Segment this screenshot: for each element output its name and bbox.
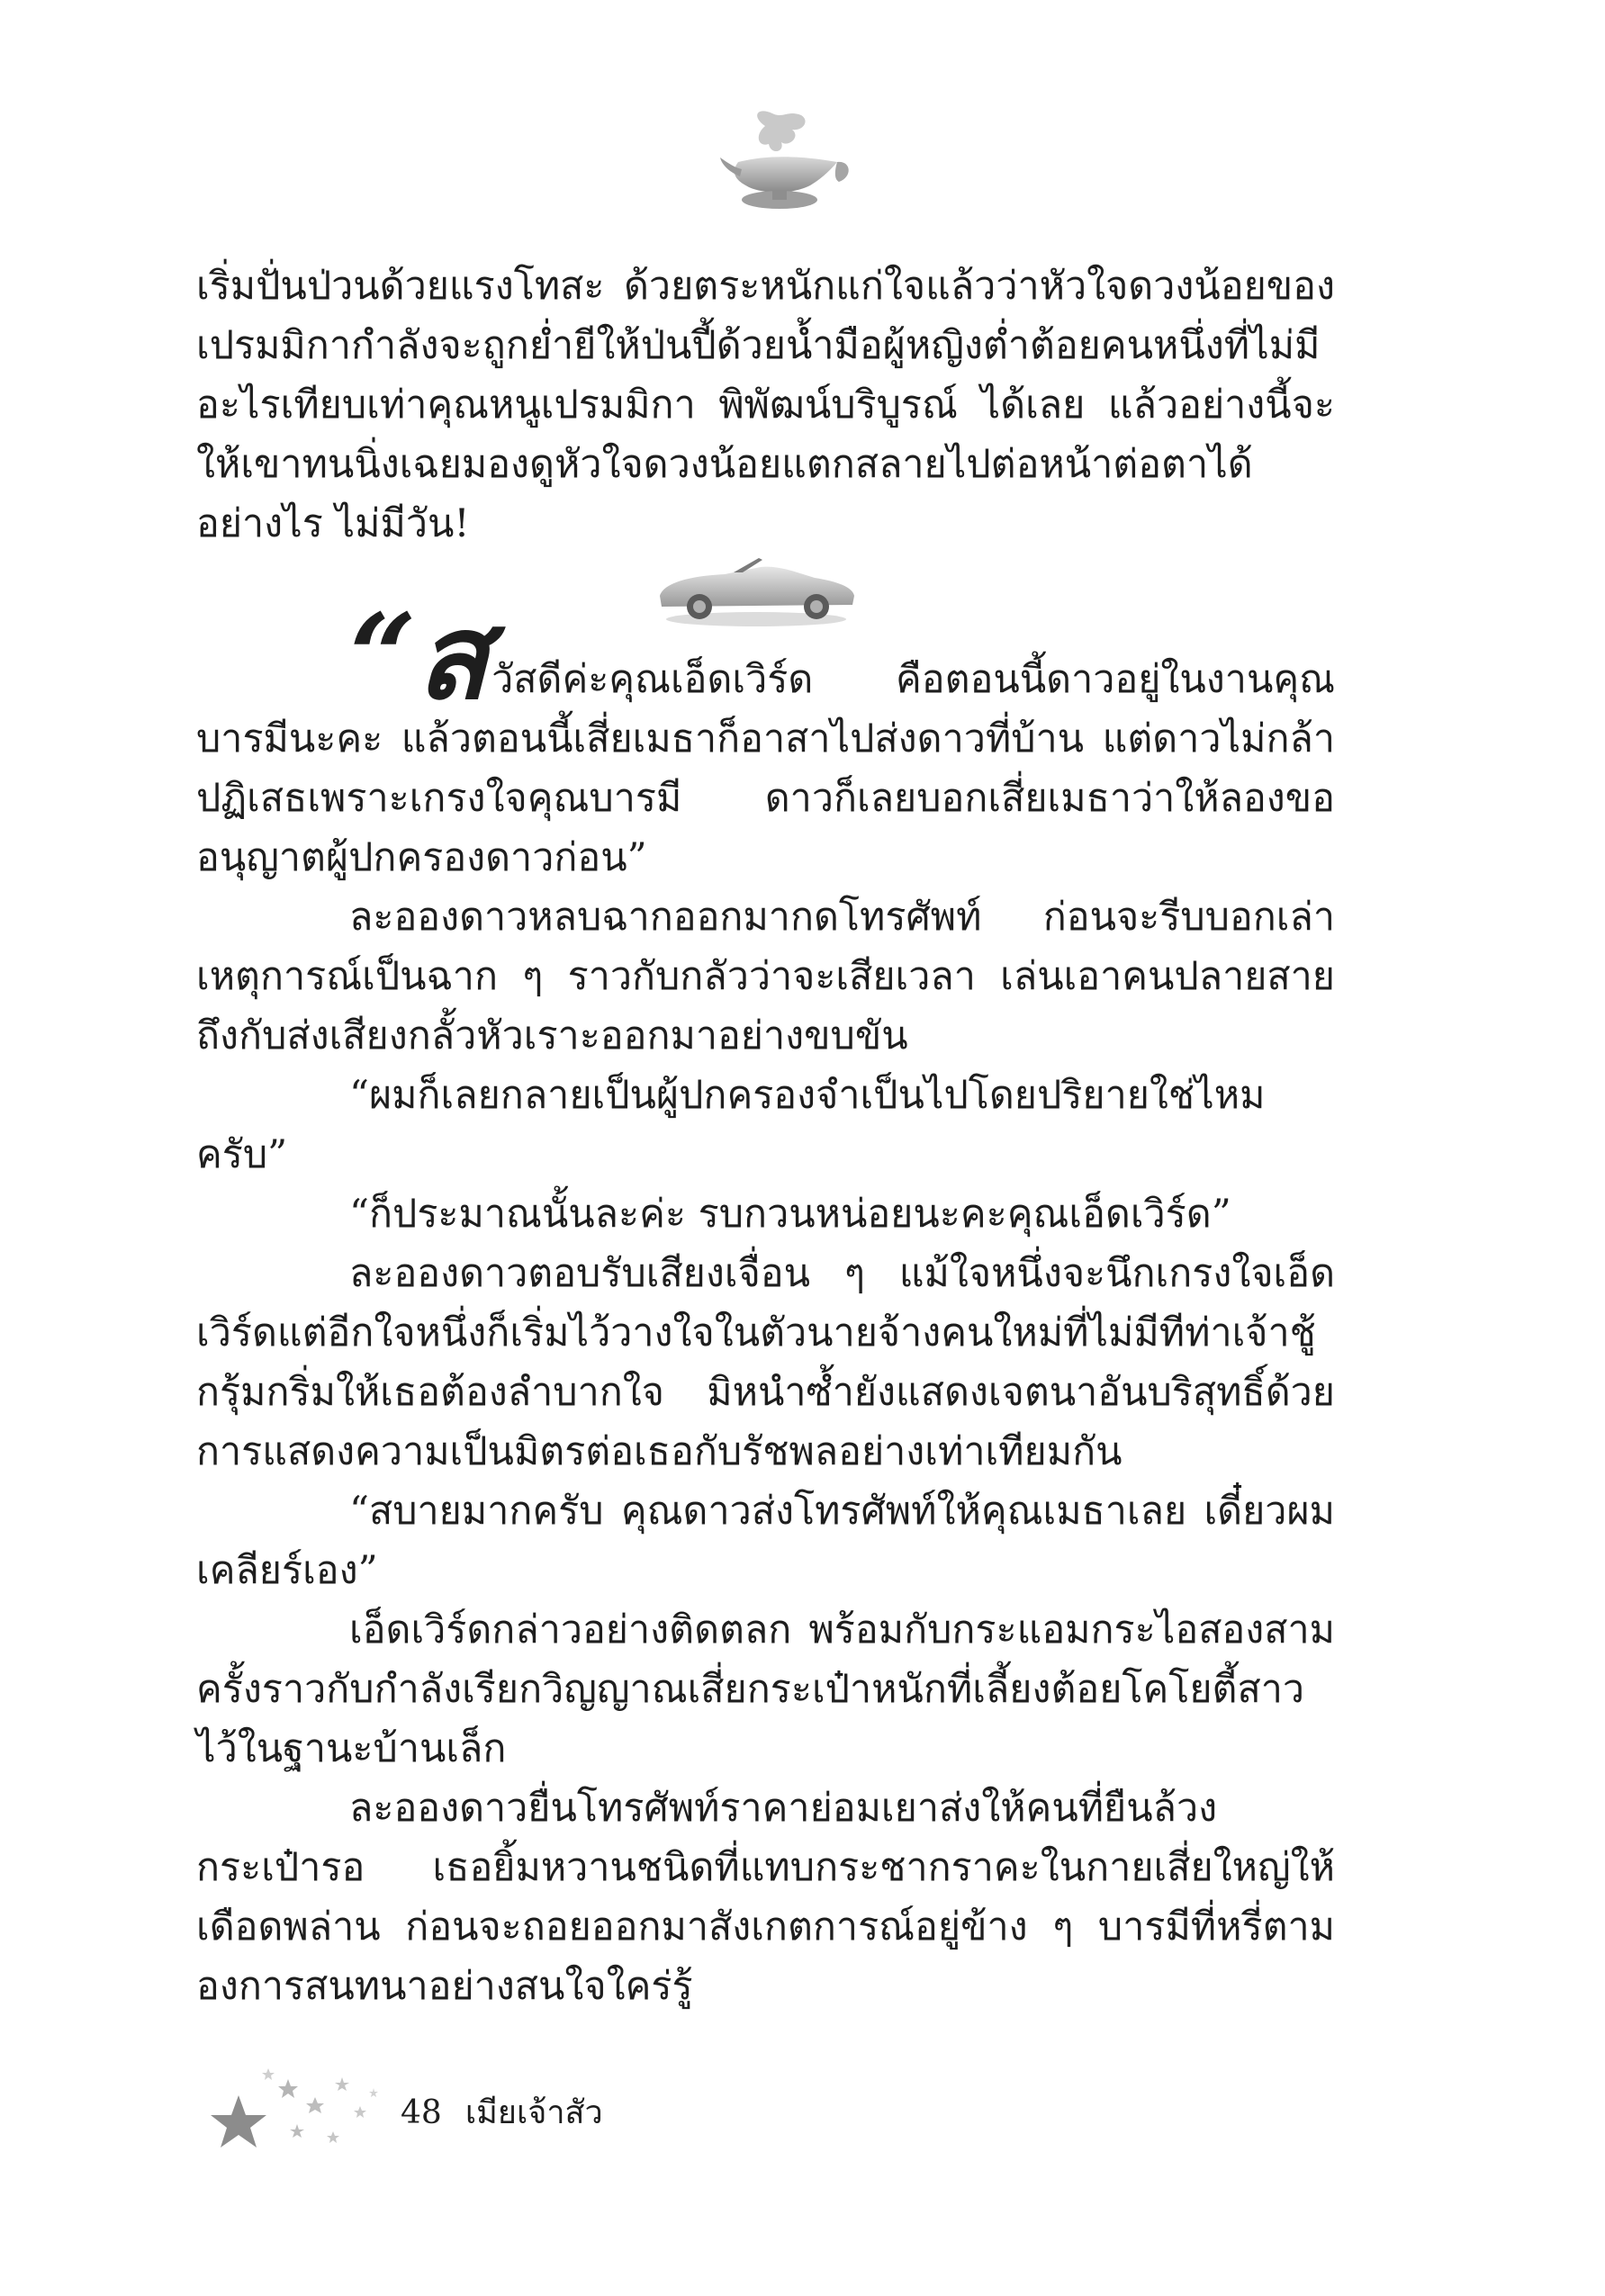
convertible-car-icon (644, 540, 869, 630)
book-title: เมียเจ้าสัว (464, 2094, 603, 2131)
opening-paragraph-text: วัสดีค่ะคุณเอ็ดเวิร์ด คือตอนนี้ดาวอยู่ในงานคุณบารมีนะคะ แล้วตอนนี้เสี่ยเมธาก็อาสาไปส่งดาวที่บ้าน แต่ดาวไม่กล้าปฏิเสธเพราะเกรงใจคุณบารมี ดาวก็เลยบอกเสี่ยเมธาว่าให้ลองขออนุญาตผู้ปกครองดาวก่อน” (196, 657, 1335, 880)
genie-lamp-icon (702, 108, 855, 234)
paragraph: ละอองดาวหลบฉากออกมากดโทรศัพท์ ก่อนจะรีบบอกเล่าเหตุการณ์เป็นฉาก ๆ ราวกับกลัวว่าจะเสียเวลา เล่นเอาคนปลายสายถึงกับส่งเสียงกลั้วหัวเราะออกมาอย่างขบขัน (196, 895, 1335, 1058)
paragraph: ละอองดาวตอบรับเสียงเจื่อน ๆ แม้ใจหนึ่งจะนึกเกรงใจเอ็ดเวิร์ดแต่อีกใจหนึ่งก็เริ่มไว้วางใจในตัวนายจ้างคนใหม่ที่ไม่มีทีท่าเจ้าชู้กรุ้มกริ่มให้เธอต้องลำบากใจ มิหนำซ้ำยังแสดงเจตนาอันบริสุทธิ์ด้วยการแสดงความเป็นมิตรต่อเธอกับรัชพลอย่างเท่าเทียมกัน (196, 1251, 1335, 1474)
opening-paragraph (196, 588, 1335, 887)
paragraph: ละอองดาวยื่นโทรศัพท์ราคาย่อมเยาส่งให้คนที่ยืนล้วงกระเป๋ารอ เธอยิ้มหวานชนิดที่แทบกระชากราคะในกายเสี่ยใหญ่ให้เดือดพล่าน ก่อนจะถอยออกมาสังเกตการณ์อยู่ข้าง ๆ บารมีที่หรี่ตามองการสนทนาอย่างสนใจใคร่รู้ (196, 1786, 1335, 2009)
paragraph: เอ็ดเวิร์ดกล่าวอย่างติดตลก พร้อมกับกระแอมกระไอสองสามครั้งราวกับกำลังเรียกวิญญาณเสี่ยกระเป๋าหนักที่เลี้ยงต้อยโคโยตี้สาวไว้ในฐานะบ้านเล็ก (196, 1607, 1335, 1771)
footer-text (401, 2095, 627, 2131)
intro-paragraph: เริ่มปั่นป่วนด้วยแรงโทสะ ด้วยตระหนักแก่ใจแล้วว่าหัวใจดวงน้อยของเปรมมิกากำลังจะถูกย่ำยีให้ป่นปี้ด้วยน้ำมือผู้หญิงต่ำต้อยคนหนึ่งที่ไม่มีอะไรเทียบเท่าคุณหนูเปรมมิกา พิพัฒน์บริบูรณ์ ได้เลย แล้วอย่างนี้จะให้เขาทนนิ่งเฉยมองดูหัวใจดวงน้อยแตกสลายไปต่อหน้าต่อตาได้อย่างไร ไม่มีวัน! (196, 264, 1335, 546)
page-number: 48 (401, 2094, 442, 2131)
intro-text-block (196, 257, 1335, 554)
page-footer (189, 2061, 639, 2169)
paragraph: “สบายมากครับ คุณดาวส่งโทรศัพท์ให้คุณเมธาเลย เดี๋ยวผมเคลียร์เอง” (196, 1489, 1335, 1593)
paragraph: “ก็ประมาณนั้นละค่ะ รบกวนหน่อยนะคะคุณเอ็ดเวิร์ด” (349, 1192, 1231, 1237)
drop-cap: “ส (349, 588, 489, 725)
chapter-text-block (196, 588, 1335, 2016)
stars-icon (189, 2061, 387, 2160)
paragraph: “ผมก็เลยกลายเป็นผู้ปกครองจำเป็นไปโดยปริยายใช่ไหมครับ” (196, 1073, 1266, 1177)
